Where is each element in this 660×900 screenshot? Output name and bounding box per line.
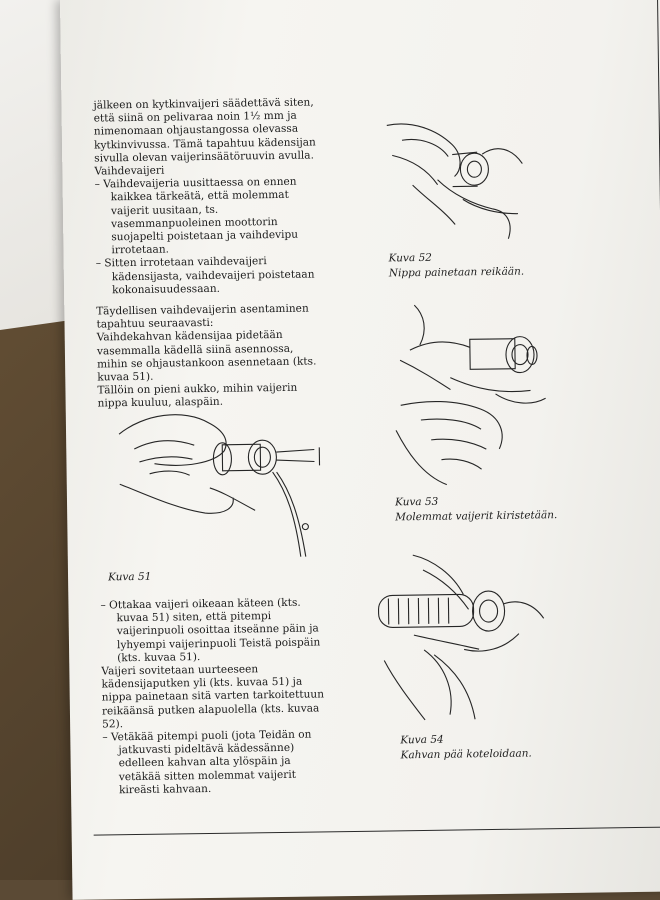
manual-page xyxy=(60,0,660,900)
paragraph: Vaijeri sovitetaan uurteeseen kädensijaputken yli (kts. kuvaa 51) ja nippa painetaan sitä varten tarkoitettuun reikäänsä putken alapuolella (kts. kuvaa 52). xyxy=(101,662,327,731)
figure-52-illustration xyxy=(382,113,544,245)
figure-51-label: Kuva 51 xyxy=(108,567,152,586)
bullet-item: – Sitten irrotetaan vaihdevaijeri kädensijasta, vaihdevaijeri poistetaan kokonaisuudessaan. xyxy=(96,255,322,298)
figure-53-illustration xyxy=(379,298,552,490)
bullet-item: – Vetäkää pitempi puoli (jota Teidän on jatkuvasti pideltävä kädessänne) edelleen kahvan alta ylöspäin ja vetäkää sitten molemmat vaijerit kireästi kahvaan. xyxy=(102,728,328,797)
paragraph: Tällöin on pieni aukko, mihin vaijerin nippa kuuluu, alaspäin. xyxy=(97,382,322,412)
figure-54-caption: Kuva 54 Kahvan pää koteloidaan. xyxy=(400,731,532,763)
figure-54-illustration xyxy=(353,548,555,731)
paragraph: Vaihdekahvan kädensijaa pidetään vasemmalla kädellä siinä asennossa, mihin se ohjaustankoon asennetaan (kts. kuvaa 51). xyxy=(97,329,323,385)
paragraph: Täydellisen vaihdevaijerin asentaminen tapahtuu seuraavasti: xyxy=(96,302,321,332)
text-column-top xyxy=(93,96,322,411)
bullet-item: – Vaihdevaijeria uusittaessa on ennen kaikkea tärkeätä, että molemmat vaijerit uusitaan, ts. vasemmanpuoleinen moottorin suojapelti poistetaan ja vaihdevipu irrotetaan. xyxy=(94,176,320,258)
paragraph: jälkeen on kytkinvaijeri säädettävä siten, että siinä on pelivaraa noin 1½ mm ja nimenomaan ohjaustangossa olevassa kytkinvivussa. Tämä tapahtuu kädensijan sivulla olevan vaijerinsäätöruuvin avulla. xyxy=(93,96,319,165)
bullet-item: – Ottakaa vaijeri oikeaan käteen (kts. kuvaa 51) siten, että pitempi vaijerinpuoli osoittaa itseänne päin ja lyhyempi vaijerinpuoli Teistä poispäin (kts. kuvaa 51). xyxy=(100,596,326,665)
figure-53-caption: Kuva 53 Molemmat vaijerit kiristetään. xyxy=(395,493,557,525)
figure-51-illustration xyxy=(114,391,316,564)
section-heading: Vaihdevaijeri xyxy=(94,162,319,178)
figure-52-caption: Kuva 52 Nippa painetaan reikään. xyxy=(389,250,525,282)
text-column-bottom xyxy=(100,596,328,797)
